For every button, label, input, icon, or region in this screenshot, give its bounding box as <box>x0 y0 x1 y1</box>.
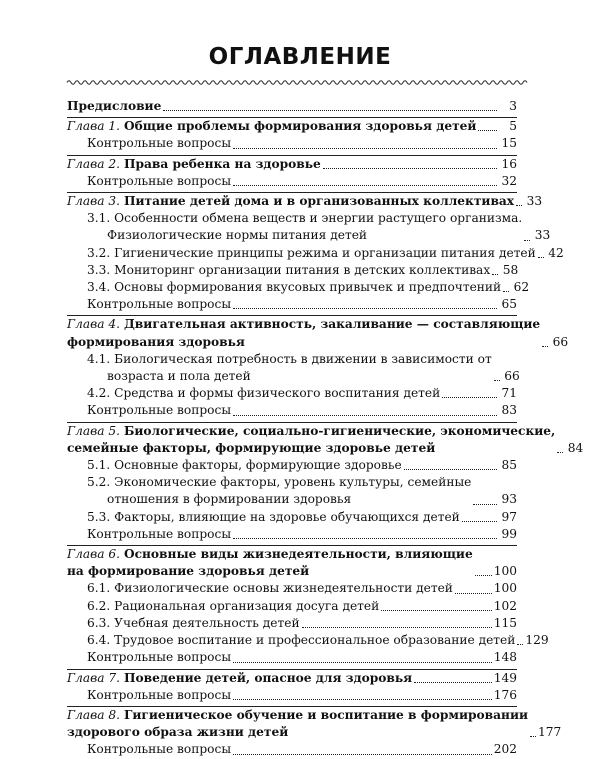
toc-page-number: 33 <box>526 194 543 209</box>
toc-entry-title: 5.3. Факторы, влияющие на здоровье обучающихся детей <box>87 509 460 524</box>
toc-entry-section-5-1[interactable] <box>67 457 517 474</box>
toc-entry-chapter-1[interactable] <box>67 117 517 135</box>
toc-entry-title: 4.2. Средства и формы физического воспитания детей <box>87 386 441 401</box>
toc-page-number: 100 <box>493 564 517 579</box>
toc-dot-leader <box>524 240 530 241</box>
toc-page-number: 99 <box>501 526 517 541</box>
toc-dot-leader <box>233 148 497 149</box>
toc-dot-leader <box>233 538 497 539</box>
toc-entry-title: Контрольные вопросы <box>87 650 232 665</box>
toc-dot-leader <box>462 521 497 522</box>
toc-page-number: 100 <box>493 581 517 596</box>
toc-entry-title: 6.3. Учебная деятельность детей <box>87 615 300 630</box>
toc-entry-chapter-6[interactable] <box>67 545 517 580</box>
toc-dot-leader <box>414 682 492 683</box>
toc-page-number: 33 <box>534 228 551 243</box>
toc-entry-review-questions[interactable] <box>67 649 517 666</box>
toc-entry-section-3-3[interactable] <box>67 262 517 279</box>
toc-entry-review-questions[interactable] <box>67 173 517 190</box>
chapter-label: Глава 2. <box>67 156 120 171</box>
toc-dot-leader <box>233 662 492 663</box>
toc-page-number: 5 <box>509 119 517 134</box>
toc-page-number: 32 <box>501 173 517 188</box>
toc-dot-leader <box>492 274 498 275</box>
toc-entry-title: 6.4. Трудовое воспитание и профессиональное образование детей <box>87 633 516 648</box>
toc-entry-review-questions[interactable] <box>67 402 517 419</box>
toc-page-number: 148 <box>493 650 517 665</box>
toc-page-number: 71 <box>501 386 517 401</box>
toc-entry-title-line2: возраста и пола детей <box>107 369 251 384</box>
toc-entry-review-questions[interactable] <box>67 135 517 152</box>
toc-entry-title: Контрольные вопросы <box>87 297 232 312</box>
toc-dot-leader <box>163 110 497 111</box>
toc-dot-leader <box>233 415 497 416</box>
title-ornament-rule <box>67 79 529 86</box>
toc-dot-leader <box>494 380 500 381</box>
toc-dot-leader <box>473 504 497 505</box>
toc-entry-section-4-2[interactable] <box>67 385 517 402</box>
toc-entry-chapter-4[interactable] <box>67 315 569 350</box>
toc-entry-title-line2: формирования здоровья <box>67 334 245 349</box>
toc-page-number: 15 <box>501 136 517 151</box>
toc-entry-title-line2: семейные факторы, формирующие здоровье детей <box>67 440 436 455</box>
toc-dot-leader <box>542 346 548 347</box>
toc-entry-section-3-1[interactable] <box>67 210 551 244</box>
toc-page-number: 202 <box>493 742 517 757</box>
toc-dot-leader <box>302 627 492 628</box>
toc-dot-leader <box>538 257 544 258</box>
toc-page-number: 3 <box>509 99 517 113</box>
toc-dot-leader <box>530 736 536 737</box>
chapter-label: Глава 7. <box>67 670 120 685</box>
toc-entry-title-line1: 5.2. Экономические факторы, уровень культуры, семейные <box>87 475 472 490</box>
toc-entry-review-questions[interactable] <box>67 741 517 758</box>
toc-entry-title: Питание детей дома и в организованных коллективах <box>123 194 515 209</box>
toc-entry-title-line2: Физиологические нормы питания детей <box>107 228 368 243</box>
toc-page-number: 85 <box>501 458 517 473</box>
table-of-contents <box>67 98 584 759</box>
toc-dot-leader <box>233 185 497 186</box>
toc-page-number: 84 <box>567 440 584 455</box>
toc-entry-title-line2: отношения в формировании здоровья <box>107 492 352 507</box>
toc-dot-leader <box>516 205 522 206</box>
toc-entry-title: Контрольные вопросы <box>87 403 232 418</box>
chapter-label: Глава 5. <box>67 423 120 438</box>
toc-page-number: 129 <box>525 633 549 648</box>
toc-entry-title: Контрольные вопросы <box>87 687 232 702</box>
toc-entry-title: 3.3. Мониторинг организации питания в детских коллективах <box>87 262 491 277</box>
toc-entry-title: Поведение детей, опасное для здоровья <box>123 670 413 685</box>
toc-entry-title: 6.1. Физиологические основы жизнедеятельности детей <box>87 581 453 596</box>
toc-entry-title-line1: Гигиеническое обучение и воспитание в формировании <box>123 707 529 722</box>
toc-entry-title: 3.2. Гигиенические принципы режима и организации питания детей <box>87 245 536 260</box>
toc-dot-leader <box>442 397 497 398</box>
toc-dot-leader <box>503 291 509 292</box>
toc-page-number: 62 <box>513 280 530 295</box>
toc-page-number: 65 <box>501 297 517 312</box>
toc-entry-title-line1: 4.1. Биологическая потребность в движении в зависимости от <box>87 351 492 366</box>
toc-entry-title: 5.1. Основные факторы, формирующие здоровье <box>87 458 402 473</box>
toc-entry-chapter-7[interactable] <box>67 669 517 687</box>
toc-entry-section-5-2[interactable] <box>67 474 517 508</box>
toc-dot-leader <box>517 644 523 645</box>
toc-dot-leader <box>233 754 492 755</box>
toc-entry-review-questions[interactable] <box>67 526 517 543</box>
toc-dot-leader <box>381 610 491 611</box>
toc-page-number: 176 <box>493 687 517 702</box>
toc-dot-leader <box>404 469 497 470</box>
toc-entry-section-3-4[interactable] <box>67 279 530 296</box>
toc-page-number: 115 <box>493 615 517 630</box>
toc-page-number: 66 <box>552 334 569 349</box>
toc-entry-title: 3.4. Основы формирования вкусовых привычек и предпочтений <box>87 280 502 295</box>
chapter-label: Глава 1. <box>67 119 120 134</box>
toc-page-number: 16 <box>501 156 517 171</box>
toc-entry-preface[interactable] <box>67 98 517 115</box>
toc-entry-chapter-8[interactable] <box>67 706 562 741</box>
toc-page-number: 42 <box>548 245 564 260</box>
toc-page-number: 102 <box>493 598 517 613</box>
chapter-label: Глава 3. <box>67 194 120 209</box>
toc-entry-section-6-2[interactable] <box>67 598 517 615</box>
page-title: ОГЛАВЛЕНИЕ <box>208 44 392 70</box>
toc-dot-leader <box>233 699 492 700</box>
toc-page-number: 177 <box>538 725 562 740</box>
toc-dot-leader <box>323 168 497 169</box>
toc-entry-section-4-1[interactable] <box>67 351 520 385</box>
toc-entry-review-questions[interactable] <box>67 296 517 313</box>
toc-entry-chapter-2[interactable] <box>67 155 517 173</box>
chapter-label: Глава 6. <box>67 547 120 562</box>
toc-entry-title-line1: Двигательная активность, закаливание — составляющие <box>123 317 541 332</box>
toc-entry-title-line2: на формирование здоровья детей <box>67 564 310 579</box>
toc-page-number: 83 <box>501 403 517 418</box>
toc-entry-section-6-4[interactable] <box>67 632 549 649</box>
toc-entry-title: Контрольные вопросы <box>87 526 232 541</box>
toc-entry-title-line1: Биологические, социально-гигиенические, экономические, <box>123 423 556 438</box>
toc-page-number: 149 <box>493 670 517 685</box>
toc-entry-title: Контрольные вопросы <box>87 173 232 188</box>
toc-entry-title-line1: 3.1. Особенности обмена веществ и энергии растущего организма. <box>87 211 523 226</box>
toc-entry-title: Общие проблемы формирования здоровья детей <box>123 119 477 134</box>
toc-entry-section-6-3[interactable] <box>67 615 517 632</box>
toc-entry-chapter-3[interactable] <box>67 192 543 210</box>
toc-entry-review-questions[interactable] <box>67 687 517 704</box>
toc-entry-title-line2: здорового образа жизни детей <box>67 725 289 740</box>
toc-entry-section-6-1[interactable] <box>67 580 517 597</box>
toc-dot-leader <box>233 308 497 309</box>
chapter-label: Глава 8. <box>67 707 120 722</box>
toc-entry-title: Права ребенка на здоровье <box>123 156 321 171</box>
toc-entry-title: 6.2. Рациональная организация досуга детей <box>87 598 380 613</box>
toc-page-number: 93 <box>501 492 517 507</box>
toc-dot-leader <box>478 130 497 131</box>
toc-dot-leader <box>475 575 492 576</box>
chapter-label: Глава 4. <box>67 317 120 332</box>
toc-page-number: 58 <box>502 262 519 277</box>
toc-entry-title: Контрольные вопросы <box>87 742 232 757</box>
toc-page-number: 66 <box>504 369 520 384</box>
toc-dot-leader <box>557 452 563 453</box>
toc-entry-chapter-5[interactable] <box>67 422 584 457</box>
toc-page-number: 97 <box>501 509 517 524</box>
toc-entry-section-5-3[interactable] <box>67 509 517 526</box>
toc-entry-title-line1: Основные виды жизнедеятельности, влияющие <box>123 547 473 562</box>
toc-entry-title: Контрольные вопросы <box>87 136 232 151</box>
toc-dot-leader <box>455 593 492 594</box>
toc-entry-title: Предисловие <box>67 99 162 113</box>
toc-entry-section-3-2[interactable] <box>67 245 564 262</box>
